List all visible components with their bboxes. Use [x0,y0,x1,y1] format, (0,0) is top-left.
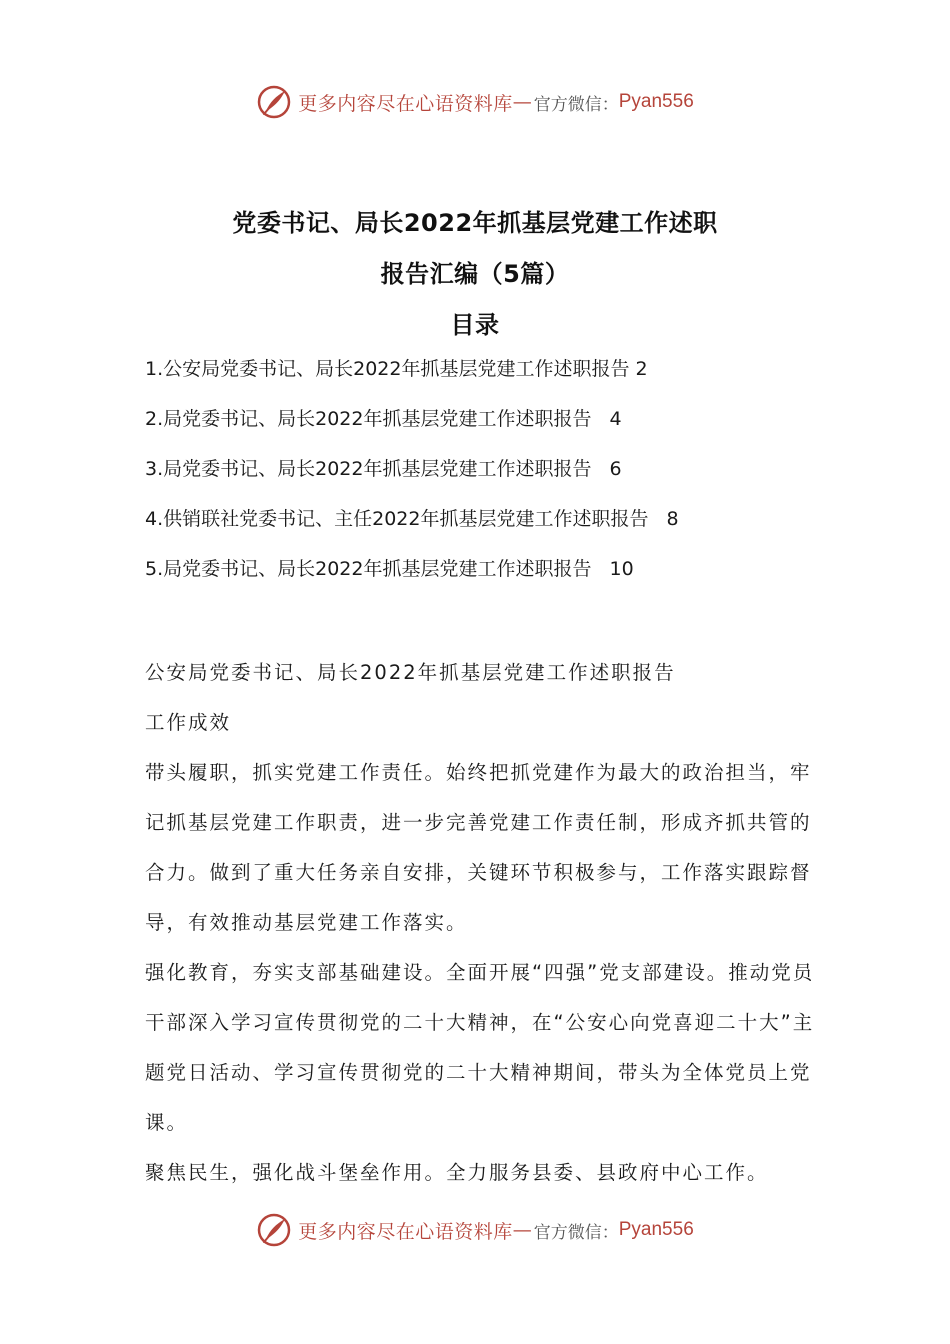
toc-item-page: 4 [609,408,622,430]
toc-item-page: 6 [609,458,622,480]
banner-wechat-label: 官方微信： [533,1222,619,1243]
document-title-line2: 报告汇编（5篇） [380,260,570,288]
header-banner [0,80,950,124]
report-body [145,648,825,1198]
banner-text: 更多内容尽在心语资料库 [298,1220,513,1243]
banner-separator: — [512,1219,532,1241]
toc-item-label: 4.供销联社党委书记、主任2022年抓基层党建工作述职报告 [145,508,649,530]
body-paragraph: 强化教育，夯实支部基础建设。全面开展“四强”党支部建设。推动党员干部深入学习宣传贯彻党的二十大精神，在“公安心向党喜迎二十大”主题党日活动、学习宣传贯彻党的二十大精神期间，带头为全体党员上党课。 [145,961,815,1134]
toc-item-page: 8 [666,508,679,530]
quill-logo-icon [256,84,292,120]
banner-wechat-id: Pyan556 [618,1219,694,1240]
banner-wechat-label: 官方微信： [533,94,619,115]
subsection-heading: 工作成效 [145,711,232,734]
toc-heading: 目录 [450,311,500,339]
banner-text: 更多内容尽在心语资料库 [298,92,513,115]
toc-item[interactable] [145,452,679,502]
toc-item[interactable] [145,552,679,602]
toc-item[interactable] [145,402,679,452]
toc-item-label: 2.局党委书记、局长2022年抓基层党建工作述职报告 [145,408,592,430]
banner-wechat-id: Pyan556 [618,91,694,112]
toc-item-label: 3.局党委书记、局长2022年抓基层党建工作述职报告 [145,458,592,480]
quill-logo-icon [256,1212,292,1248]
toc-item-page: 10 [609,558,634,580]
toc-item-label: 5.局党委书记、局长2022年抓基层党建工作述职报告 [145,558,592,580]
toc-item[interactable] [145,352,679,402]
toc-item[interactable] [145,502,679,552]
toc-item-page: 2 [635,358,648,380]
body-paragraph: 聚焦民生，强化战斗堡垒作用。全力服务县委、县政府中心工作。 [145,1161,769,1184]
section-title: 公安局党委书记、局长2022年抓基层党建工作述职报告 [145,661,676,684]
footer-banner [0,1208,950,1252]
body-paragraph: 带头履职，抓实党建工作责任。始终把抓党建作为最大的政治担当，牢记抓基层党建工作职责，进一步完善党建工作责任制，形成齐抓共管的合力。做到了重大任务亲自安排，关键环节积极参与，工作落实跟踪督导，有效推动基层党建工作落实。 [145,761,812,934]
toc-item-label: 1.公安局党委书记、局长2022年抓基层党建工作述职报告 [145,358,630,380]
document-title-line1: 党委书记、局长2022年抓基层党建工作述职 [232,209,718,237]
table-of-contents [145,352,679,602]
banner-separator: — [512,91,532,113]
